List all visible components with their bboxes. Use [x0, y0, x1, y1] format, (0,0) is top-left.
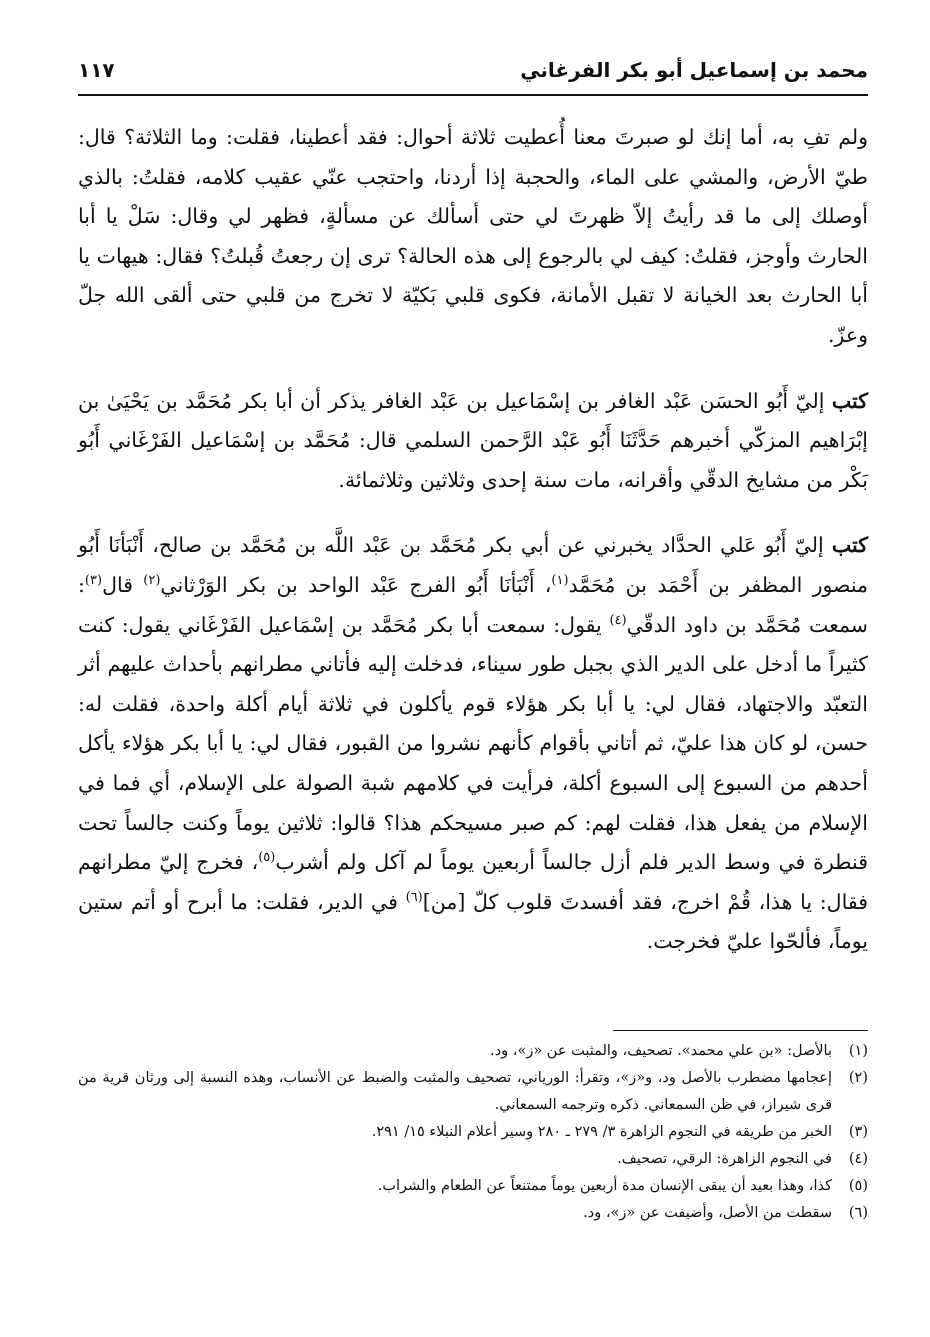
paragraph-lead-word: كتب	[831, 533, 868, 558]
footnote-number: (٢)	[848, 1070, 868, 1086]
footnote-number: (٥)	[848, 1178, 868, 1194]
footnote-ref-6: (٦)	[405, 889, 423, 905]
page-number: ١١٧	[78, 58, 115, 82]
footnote-ref-2: (٢)	[143, 573, 161, 589]
footnote-4	[78, 1146, 868, 1173]
paragraph-1	[78, 118, 868, 356]
paragraph-text: ولم تفِ به، أما إنك لو صبرتَ معنا أُعطيت ثلاثة أحوال: فقد أعطينا، فقلت: وما الثلاثة؟ قال: طيّ الأرض، والمشي على الماء، والحجبة إذا أردنا، واحتجب عنّي عقيب كلامه، فقلتُ: بالذي أوصلك إلى ما قد رأيتُ إلاّ ظهرتَ لي حتى أسألك عن مسألةٍ، فظهر لي وقال: سَلْ يا أبا الحارث وأوجز، فقلتُ: كيف لي بالرجوع إلى هذه الحالة؟ ترى إن رجعتُ قُبلتُ؟ فقال: هيهات يا أبا الحارث بعد الخيانة لا تقبل الأمانة، فكوى قلبي بَكيّة لا تخرج من قلبي حتى ألقى الله جلّ وعزّ.	[78, 125, 868, 347]
paragraph-lead-word: كتب	[831, 388, 868, 413]
paragraph-text: ، فخرج إليّ مطرانهم فقال: يا هذا، قُمْ اخرج، فقد أفسدتَ قلوب كلّ [من]	[78, 850, 868, 914]
footnote-number: (١)	[848, 1043, 868, 1059]
footnote-number: (٤)	[848, 1151, 868, 1167]
footnote-ref-5: (٥)	[258, 850, 276, 866]
paragraph-text: في الدير، فقلت: ما أبرح أو أتم ستين يوماً، فألحّوا عليّ فخرجت.	[78, 889, 868, 954]
footnote-separator	[613, 1030, 868, 1031]
paragraph-3	[78, 526, 868, 962]
footnote-text: كذا، وهذا بعيد أن يبقى الإنسان مدة أربعين يوماً ممتنعاً عن الطعام والشراب.	[377, 1178, 832, 1194]
footnote-number: (٣)	[848, 1124, 868, 1140]
paragraph-text: قال	[102, 572, 144, 597]
paragraph-text: : سمعت مُحَمَّد بن داود الدقّي	[78, 572, 868, 637]
footnote-3	[78, 1119, 868, 1146]
paragraph-text: يقول: سمعت أبا بكر مُحَمَّد بن إسْمَاعيل الفَرْغَاني يقول: كنت كثيراً ما أدخل على الدير الذي بجبل طور سيناء، فدخلت إليه فأتاني مطرانهم بأحداث عليهم أثر التعبّد والاجتهاد، فقال لي: يا أبا بكر هؤلاء قوم يأكلون في ثلاثة أيام أكلة واحدة، فقلت له: حسن، لو كان هذا عليّ، ثم أتاني بأقوام كأنهم نشروا من القبور، فقال لي: يا أبا بكر هؤلاء يأكل أحدهم من السبوع إلى السبوع أكلة، فرأيت في كلامهم شبة الصولة على الإسلام، أي فما في الإسلام من يفعل هذا، فقلت لهم: كم صبر مسيحكم هذا؟ قالوا: ثلاثين يوماً وكنت جالساً تحت قنطرة في وسط الدير فلم أزل جالساً أربعين يوماً لم آكل ولم أشرب	[78, 612, 868, 875]
running-title: محمد بن إسماعيل أبو بكر الفرغاني	[520, 58, 868, 82]
header-rule	[78, 94, 868, 96]
footnote-1	[78, 1038, 868, 1065]
footnote-ref-4: (٤)	[609, 612, 627, 628]
footnote-ref-3: (٣)	[84, 573, 103, 589]
main-text	[78, 118, 868, 988]
footnote-5	[78, 1173, 868, 1200]
paragraph-2	[78, 382, 868, 501]
footnote-text: الخبر من طريقه في النجوم الزاهرة ٣/ ٢٧٩ ـ ٢٨٠ وسير أعلام النبلاء ١٥/ ٢٩١.	[371, 1124, 832, 1140]
footnote-ref-1: (١)	[551, 573, 569, 589]
footnote-text: إعجامها مضطرب بالأصل ود، و«ز»، وتقرأ: الورياني، تصحيف والمثبت والضبط عن الأنساب، وهذه النسبة إلى ورثان قرية من قرى شيراز، في ظن السمعاني. ذكره وترجمه السمعاني.	[78, 1070, 832, 1113]
page-header	[78, 56, 868, 96]
paragraph-text: ، أَنْبَأنَا أَبُو الفرج عَبْد الواحد بن بكر الوَرْثاني	[160, 572, 552, 597]
footnote-text: سقطت من الأصل، وأضيفت عن «ز»، ود.	[583, 1205, 832, 1221]
footnote-text: بالأصل: «بن علي محمد». تصحيف، والمثبت عن «ز»، ود.	[490, 1043, 832, 1059]
footnote-text: في النجوم الزاهرة: الرقي، تصحيف.	[617, 1151, 832, 1167]
footnote-number: (٦)	[848, 1205, 868, 1221]
footnote-2	[78, 1065, 868, 1119]
paragraph-text: إليّ أَبُو الحسَن عَبْد الغافر بن إسْمَاعيل بن عَبْد الغافر يذكر أن أبا بكر مُحَمَّد بن يَحْيَىٰ بن إبْرَاهيم المزكّي أخبرهم حَدَّثَنَا أَبُو عَبْد الرَّحمن السلمي قال: مُحَمَّد بن إسْمَاعيل الفَرْغَاني أَبُو بَكْر من مشايخ الدقّي وأقرانه، مات سنة إحدى وثلاثين وثلاثمائة.	[78, 388, 868, 492]
footnotes	[78, 1038, 868, 1227]
paragraph-text: إليّ أَبُو عَلي الحدَّاد يخبرني عن أبي بكر مُحَمَّد بن عَبْد اللَّه بن مُحَمَّد بن صالح، أَنْبَأنَا أَبُو منصور المظفر بن أَحْمَد بن مُحَمَّد	[78, 533, 868, 597]
footnote-6	[78, 1200, 868, 1227]
